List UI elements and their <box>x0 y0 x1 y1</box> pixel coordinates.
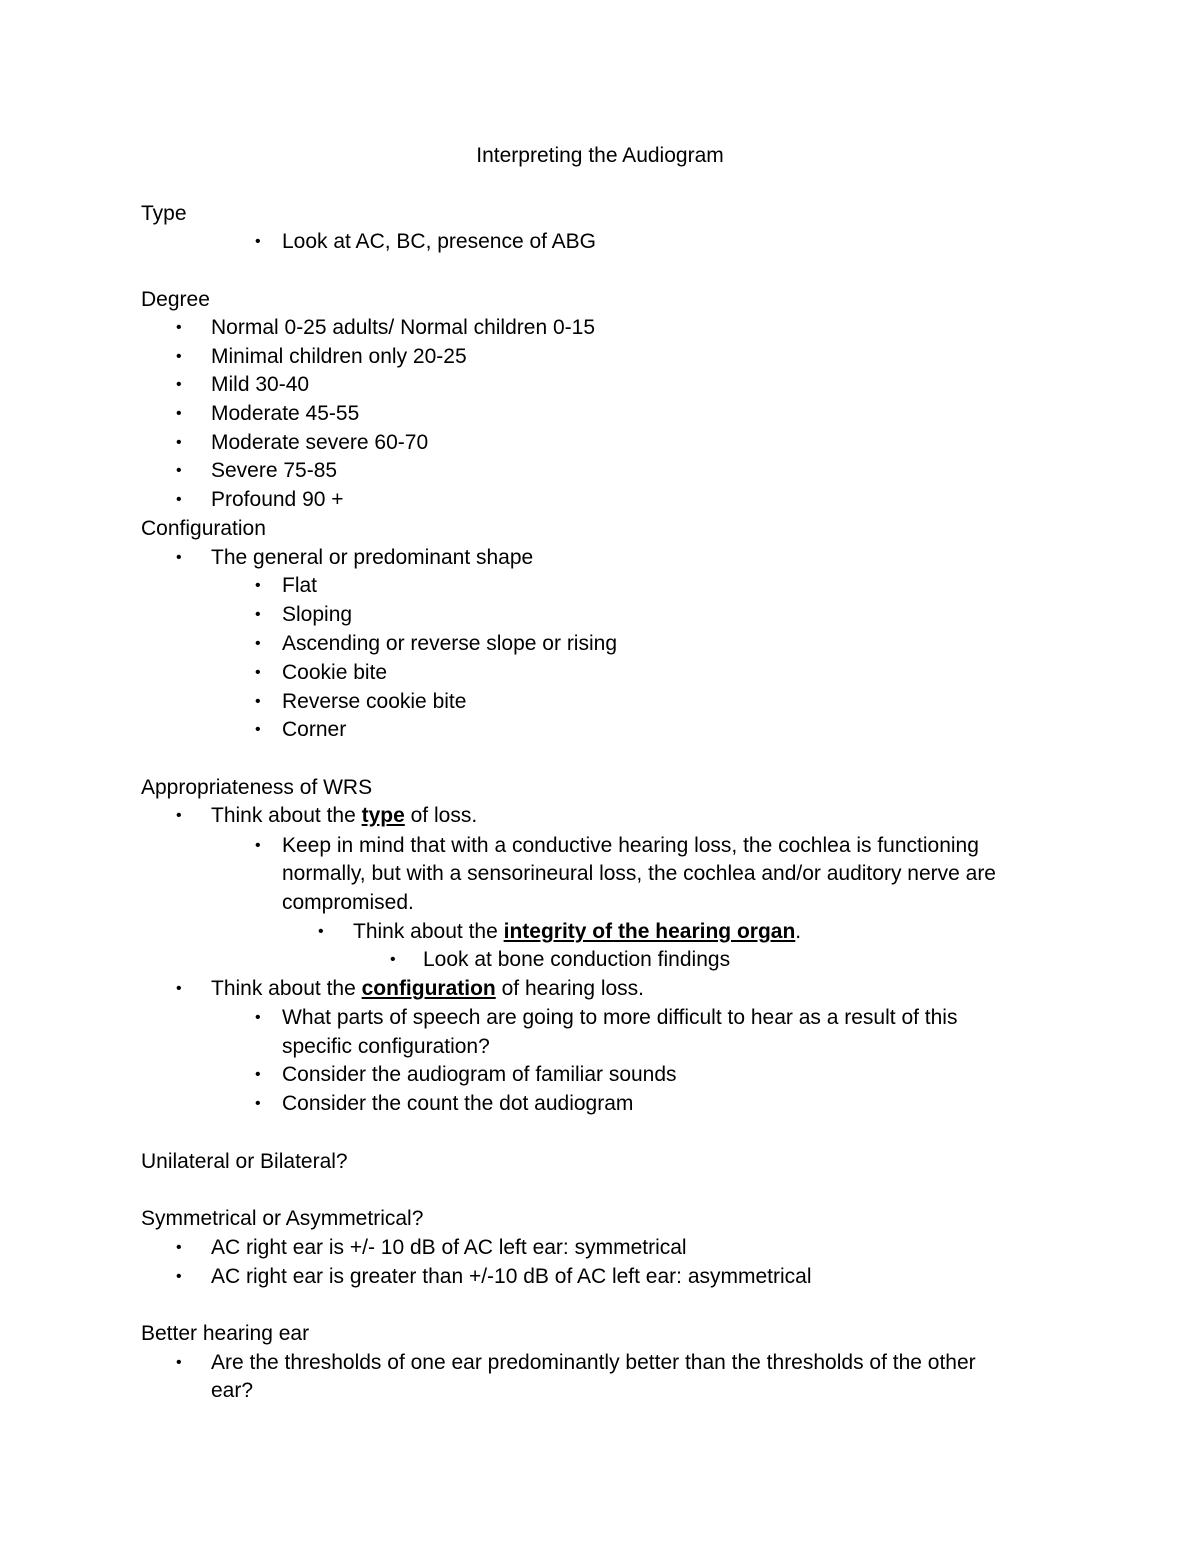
bullet-icon: • <box>176 549 182 566</box>
bullet-icon: • <box>255 1066 261 1083</box>
wrs-config-pre: Think about the <box>211 977 362 1000</box>
bullet-icon: • <box>255 233 261 250</box>
bullet-icon: • <box>176 1239 182 1256</box>
bullet-icon: • <box>255 721 261 738</box>
wrs-bone-line: Look at bone conduction findings <box>423 948 731 971</box>
degree-item: Moderate severe 60-70 <box>211 431 429 454</box>
degree-heading: Degree <box>141 288 210 311</box>
wrs-integrity-line <box>353 918 801 946</box>
wrs-integrity-emphasis: integrity of the hearing organ <box>503 920 796 943</box>
bullet-icon: • <box>255 577 261 594</box>
wrs-countdot-line: Consider the count the dot audiogram <box>282 1092 634 1115</box>
bullet-icon: • <box>176 405 182 422</box>
wrs-type-line <box>211 802 477 830</box>
better-line-2: ear? <box>211 1379 254 1402</box>
bullet-icon: • <box>176 462 182 479</box>
configuration-shape: Cookie bite <box>282 661 388 684</box>
bullet-icon: • <box>255 693 261 710</box>
wrs-integrity-post: . <box>795 920 802 943</box>
bullet-icon: • <box>255 635 261 652</box>
document-title: Interpreting the Audiogram <box>476 144 724 167</box>
configuration-shape: Sloping <box>282 603 353 626</box>
wrs-type-post: of loss. <box>404 804 478 827</box>
type-heading: Type <box>141 202 187 225</box>
bullet-icon: • <box>255 837 261 854</box>
degree-item: Severe 75-85 <box>211 459 338 482</box>
unilateral-heading: Unilateral or Bilateral? <box>141 1150 348 1173</box>
configuration-heading: Configuration <box>141 517 266 540</box>
wrs-heading: Appropriateness of WRS <box>141 776 373 799</box>
wrs-config-post: of hearing loss. <box>495 977 645 1000</box>
degree-item: Mild 30-40 <box>211 373 310 396</box>
wrs-speech-line-2: specific configuration? <box>282 1035 490 1058</box>
configuration-shape: Ascending or reverse slope or rising <box>282 632 617 655</box>
better-heading: Better hearing ear <box>141 1322 310 1345</box>
bullet-icon: • <box>176 491 182 508</box>
wrs-config-emphasis: configuration <box>361 977 496 1000</box>
degree-item: Profound 90 + <box>211 488 344 511</box>
wrs-type-emphasis: type <box>361 804 405 827</box>
symmetry-item: AC right ear is +/- 10 dB of AC left ear: symmetrical <box>211 1236 687 1259</box>
wrs-keep-line-3: compromised. <box>282 891 414 914</box>
better-line-1: Are the thresholds of one ear predominantly better than the thresholds of the other <box>211 1351 976 1374</box>
symmetry-heading: Symmetrical or Asymmetrical? <box>141 1207 424 1230</box>
bullet-icon: • <box>255 1095 261 1112</box>
bullet-icon: • <box>176 807 182 824</box>
bullet-icon: • <box>176 348 182 365</box>
wrs-type-pre: Think about the <box>211 804 362 827</box>
configuration-shape: Flat <box>282 574 318 597</box>
type-item: Look at AC, BC, presence of ABG <box>282 230 597 253</box>
bullet-icon: • <box>318 923 324 940</box>
configuration-shape: Reverse cookie bite <box>282 690 467 713</box>
bullet-icon: • <box>176 434 182 451</box>
bullet-icon: • <box>255 606 261 623</box>
wrs-config-line <box>211 975 644 1003</box>
configuration-item: The general or predominant shape <box>211 546 534 569</box>
degree-item: Moderate 45-55 <box>211 402 360 425</box>
symmetry-item: AC right ear is greater than +/-10 dB of AC left ear: asymmetrical <box>211 1265 812 1288</box>
bullet-icon: • <box>176 376 182 393</box>
bullet-icon: • <box>255 664 261 681</box>
wrs-integrity-pre: Think about the <box>353 920 504 943</box>
bullet-icon: • <box>176 980 182 997</box>
bullet-icon: • <box>390 951 396 968</box>
bullet-icon: • <box>176 1268 182 1285</box>
degree-item: Minimal children only 20-25 <box>211 345 467 368</box>
wrs-keep-line-2: normally, but with a sensorineural loss, the cochlea and/or auditory nerve are <box>282 862 996 885</box>
bullet-icon: • <box>176 1354 182 1371</box>
configuration-shape: Corner <box>282 718 347 741</box>
wrs-speech-line-1: What parts of speech are going to more difficult to hear as a result of this <box>282 1006 958 1029</box>
wrs-familiar-line: Consider the audiogram of familiar sounds <box>282 1063 677 1086</box>
wrs-keep-line-1: Keep in mind that with a conductive hearing loss, the cochlea is functioning <box>282 834 979 857</box>
bullet-icon: • <box>255 1009 261 1026</box>
bullet-icon: • <box>176 319 182 336</box>
degree-item: Normal 0-25 adults/ Normal children 0-15 <box>211 316 595 339</box>
